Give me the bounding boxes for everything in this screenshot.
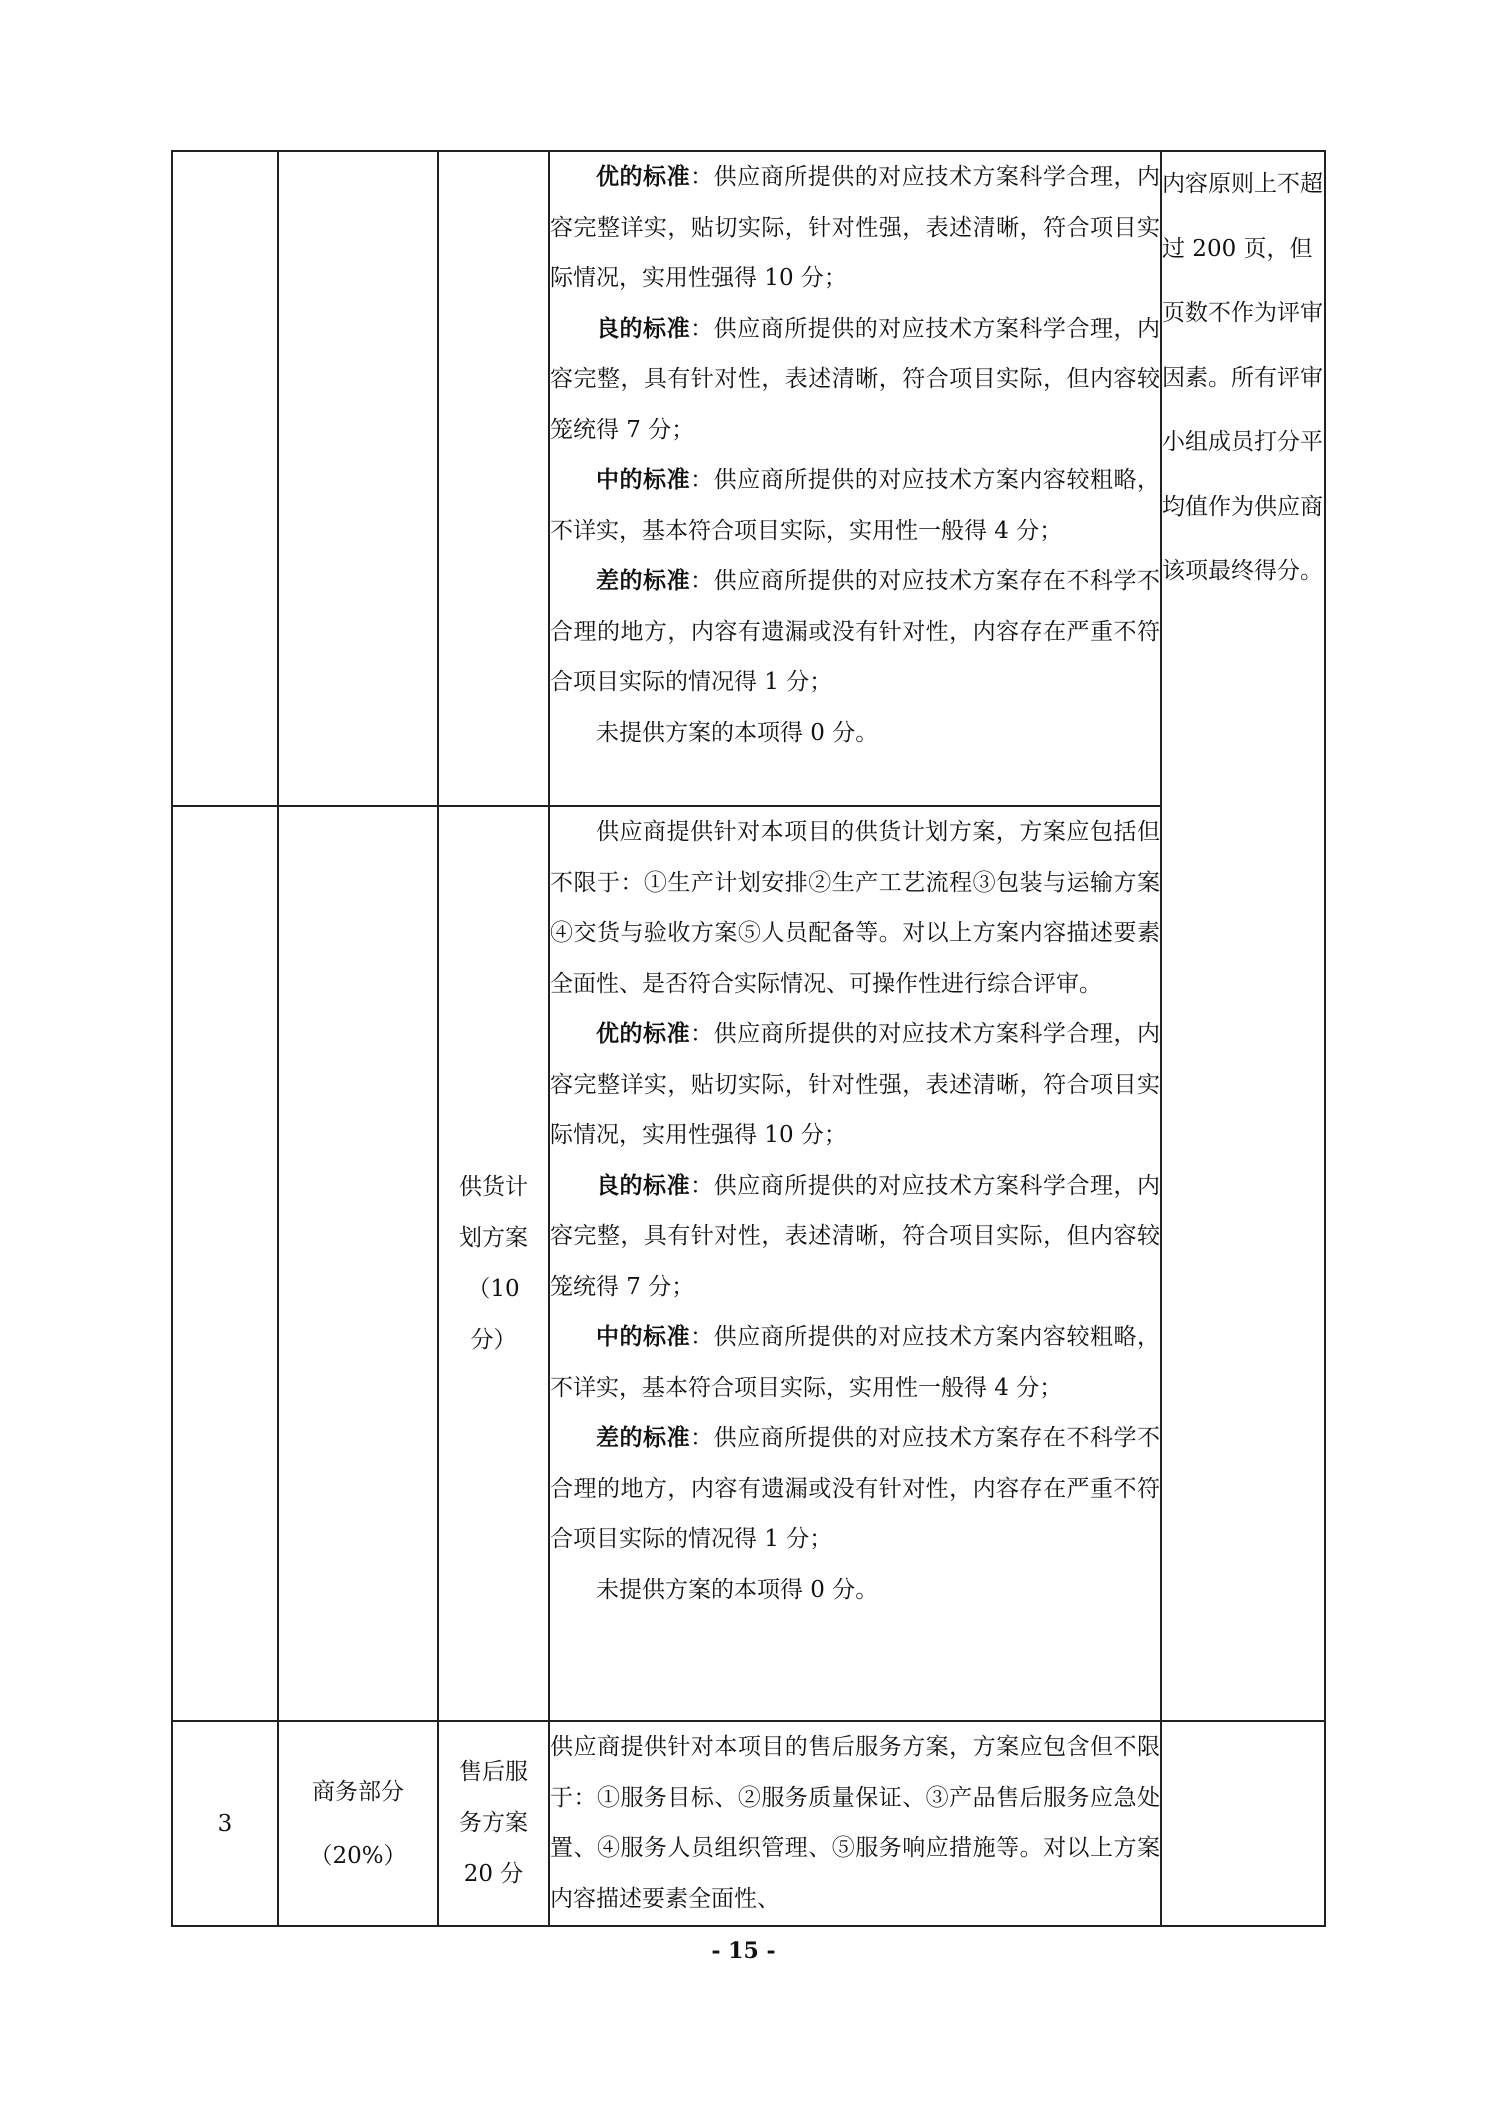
subitem-line: 售后服: [459, 1759, 528, 1785]
category-name: 商务部分: [312, 1778, 404, 1805]
criterion-separator: ：: [690, 1021, 714, 1047]
closing-text: 未提供方案的本项得 0 分。: [596, 1576, 879, 1603]
table-row: [172, 1721, 1325, 1926]
subitem-line: （10: [467, 1275, 520, 1302]
criterion-text: 供应商所提供的对应技术方案内容较粗略，不详实，基本符合项目实际，实用性一般得 4 分；: [550, 467, 1161, 544]
criterion-separator: ：: [690, 1425, 714, 1451]
criterion-label: 中的标准: [596, 466, 691, 493]
criterion-paragraph: [550, 1312, 1160, 1413]
scoring-table: [171, 150, 1326, 1927]
criterion-label: 差的标准: [596, 567, 691, 594]
criterion-label: 优的标准: [596, 1020, 691, 1047]
criterion-label: 良的标准: [596, 1171, 691, 1199]
subitem-line: 务方案: [459, 1810, 528, 1836]
criterion-paragraph: [550, 152, 1160, 304]
criterion-label: 差的标准: [596, 1424, 691, 1451]
category-cell: [278, 151, 438, 806]
intro-paragraph: 供应商提供针对本项目的供货计划方案，方案应包括但不限于：①生产计划安排②生产工艺流程③包装与运输方案④交货与验收方案⑤人员配备等。对以上方案内容描述要素全面性、是否符合实际情况、可操作性进行综合评审。: [550, 819, 1160, 997]
table-row: [172, 806, 1325, 1721]
criterion-text: 供应商所提供的对应技术方案科学合理，内容完整，具有针对性，表述清晰，符合项目实际，但内容较笼统得 7 分；: [550, 1172, 1161, 1300]
closing-text: 未提供方案的本项得 0 分。: [596, 719, 879, 746]
table-row: [172, 151, 1325, 806]
subitem-line: 分）: [470, 1326, 517, 1353]
criterion-paragraph: [550, 1413, 1160, 1565]
criterion-separator: ：: [690, 568, 714, 594]
number-cell: [172, 151, 278, 806]
criterion-separator: ：: [690, 467, 714, 493]
category-cell: [278, 1721, 438, 1926]
criterion-text: 供应商所提供的对应技术方案存在不科学不合理的地方，内容有遗漏或没有针对性，内容存在严重不符合项目实际的情况得 1 分；: [550, 1425, 1161, 1552]
criterion-text: 供应商所提供的对应技术方案科学合理，内容完整详实，贴切实际，针对性强，表述清晰，符合项目实际情况，实用性强得 10 分；: [550, 164, 1161, 291]
criterion-text: 供应商所提供的对应技术方案存在不科学不合理的地方，内容有遗漏或没有针对性，内容存在严重不符合项目实际的情况得 1 分；: [550, 568, 1161, 695]
criteria-cell: [549, 1721, 1161, 1926]
criterion-paragraph: [550, 304, 1160, 456]
service-plan-text: 供应商提供针对本项目的售后服务方案，方案应包含但不限于：①服务目标、②服务质量保证、③产品售后服务应急处置、④服务人员组织管理、⑤服务响应措施等。对以上方案内容描述要素全面性、: [550, 1734, 1160, 1912]
criterion-text: 供应商所提供的对应技术方案内容较粗略，不详实，基本符合项目实际，实用性一般得 4 分；: [550, 1324, 1161, 1401]
number-cell: [172, 806, 278, 1721]
remarks-text: 内容原则上不超过 200 页，但页数不作为评审因素。所有评审小组成员打分平均值作为供应商该项最终得分。: [1162, 171, 1323, 584]
criterion-paragraph: [550, 1161, 1160, 1313]
criterion-separator: ：: [690, 315, 714, 342]
item-number: 3: [172, 1721, 278, 1926]
remarks-cell: [1161, 151, 1325, 1721]
criteria-cell: [549, 151, 1161, 806]
criterion-label: 中的标准: [596, 1323, 691, 1350]
criterion-paragraph: [550, 455, 1160, 556]
criterion-separator: ：: [690, 1172, 714, 1199]
criterion-separator: ：: [690, 1324, 714, 1350]
subitem-line: 20 分: [463, 1861, 524, 1887]
category-cell: [278, 806, 438, 1721]
criteria-cell: [549, 806, 1161, 1721]
criterion-label: 良的标准: [596, 314, 691, 342]
criterion-text: 供应商所提供的对应技术方案科学合理，内容完整详实，贴切实际，针对性强，表述清晰，符合项目实际情况，实用性强得 10 分；: [550, 1021, 1161, 1148]
subitem-cell: [438, 806, 549, 1721]
subitem-cell: [438, 151, 549, 806]
criterion-paragraph: [550, 1009, 1160, 1161]
criterion-text: 供应商所提供的对应技术方案科学合理，内容完整，具有针对性，表述清晰，符合项目实际，但内容较笼统得 7 分；: [550, 315, 1161, 443]
criterion-separator: ：: [690, 164, 714, 190]
criterion-label: 优的标准: [596, 163, 691, 190]
remarks-cell: [1161, 1721, 1325, 1926]
criterion-paragraph: [550, 556, 1160, 708]
category-weight: （20%）: [309, 1842, 407, 1869]
subitem-line: 供货计: [459, 1173, 528, 1200]
subitem-cell: [438, 1721, 549, 1926]
subitem-line: 划方案: [459, 1224, 528, 1251]
page-number: - 15 -: [711, 1938, 776, 1964]
